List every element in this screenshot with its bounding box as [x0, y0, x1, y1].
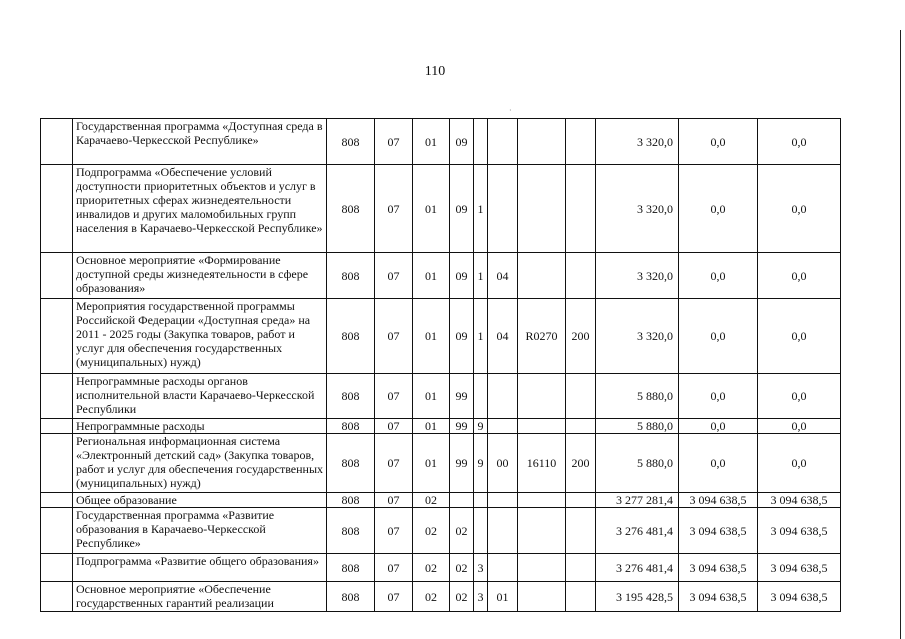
table-row — [41, 253, 841, 299]
program-code-cell: 02 — [450, 508, 474, 554]
subsection-code-cell: 01 — [413, 253, 450, 299]
expense-type-cell — [566, 253, 596, 299]
program-code-cell: 02 — [450, 582, 474, 612]
amount-year2-cell: 0,0 — [679, 119, 758, 165]
expense-type-cell — [566, 493, 596, 508]
ministry-code-cell: 808 — [327, 299, 375, 374]
event-code-cell — [488, 165, 518, 253]
event-code-cell: 01 — [488, 582, 518, 612]
expense-type-cell — [566, 554, 596, 582]
amount-year1-cell: 5 880,0 — [596, 434, 679, 493]
table-row — [41, 493, 841, 508]
page-edge-line — [900, 30, 901, 639]
subprogram-code-cell: 1 — [474, 165, 488, 253]
row-name-cell: Непрограммные расходы органов исполнительной власти Карачаево-Черкесской Республики — [73, 374, 327, 419]
subprogram-code-cell: 3 — [474, 582, 488, 612]
table-row — [41, 434, 841, 493]
row-margin-cell — [41, 508, 73, 554]
event-code-cell — [488, 374, 518, 419]
program-code-cell: 09 — [450, 119, 474, 165]
program-code-cell: 02 — [450, 554, 474, 582]
subprogram-code-cell — [474, 374, 488, 419]
amount-year1-cell: 3 276 481,4 — [596, 554, 679, 582]
amount-year3-cell: 0,0 — [758, 299, 841, 374]
amount-year2-cell: 3 094 638,5 — [679, 554, 758, 582]
event-code-cell: 00 — [488, 434, 518, 493]
row-margin-cell — [41, 165, 73, 253]
row-margin-cell — [41, 299, 73, 374]
event-code-cell — [488, 493, 518, 508]
direction-code-cell — [518, 165, 566, 253]
row-margin-cell — [41, 554, 73, 582]
amount-year1-cell: 5 880,0 — [596, 374, 679, 419]
row-name-cell: Основное мероприятие «Обеспечение государственных гарантий реализации — [73, 582, 327, 612]
amount-year1-cell: 3 276 481,4 — [596, 508, 679, 554]
subsection-code-cell: 01 — [413, 374, 450, 419]
expense-type-cell — [566, 508, 596, 554]
amount-year3-cell: 0,0 — [758, 253, 841, 299]
row-name-cell: Мероприятия государственной программы Российской Федерации «Доступная среда» на 2011 - 2025 годы (Закупка товаров, работ и услуг для обеспечения государственных (муниципальных) нужд) — [73, 299, 327, 374]
section-code-cell: 07 — [375, 419, 413, 434]
amount-year3-cell: 0,0 — [758, 165, 841, 253]
ministry-code-cell: 808 — [327, 582, 375, 612]
direction-code-cell — [518, 119, 566, 165]
program-code-cell: 09 — [450, 165, 474, 253]
subprogram-code-cell: 1 — [474, 299, 488, 374]
direction-code-cell — [518, 374, 566, 419]
ministry-code-cell: 808 — [327, 508, 375, 554]
expense-type-cell — [566, 419, 596, 434]
direction-code-cell — [518, 554, 566, 582]
amount-year2-cell: 3 094 638,5 — [679, 493, 758, 508]
subprogram-code-cell: 9 — [474, 419, 488, 434]
table-row — [41, 508, 841, 554]
expense-type-cell: 200 — [566, 434, 596, 493]
subprogram-code-cell: 9 — [474, 434, 488, 493]
table-row — [41, 419, 841, 434]
ministry-code-cell: 808 — [327, 165, 375, 253]
program-code-cell: 99 — [450, 374, 474, 419]
table-row — [41, 119, 841, 165]
table-row — [41, 582, 841, 612]
row-name-cell: Непрограммные расходы — [73, 419, 327, 434]
event-code-cell — [488, 554, 518, 582]
row-margin-cell — [41, 374, 73, 419]
direction-code-cell: 16110 — [518, 434, 566, 493]
amount-year3-cell: 3 094 638,5 — [758, 508, 841, 554]
row-name-cell: Государственная программа «Доступная среда в Карачаево-Черкесской Республике» — [73, 119, 327, 165]
amount-year2-cell: 3 094 638,5 — [679, 582, 758, 612]
subsection-code-cell: 02 — [413, 508, 450, 554]
expense-type-cell — [566, 582, 596, 612]
section-code-cell: 07 — [375, 554, 413, 582]
section-code-cell: 07 — [375, 119, 413, 165]
row-margin-cell — [41, 253, 73, 299]
expense-type-cell — [566, 165, 596, 253]
row-name-cell: Региональная информационная система «Электронный детский сад» (Закупка товаров, работ и услуг для обеспечения государственных (муниципальных) нужд) — [73, 434, 327, 493]
subsection-code-cell: 01 — [413, 165, 450, 253]
table-row — [41, 299, 841, 374]
amount-year1-cell: 3 320,0 — [596, 119, 679, 165]
section-code-cell: 07 — [375, 299, 413, 374]
ministry-code-cell: 808 — [327, 434, 375, 493]
amount-year1-cell: 3 320,0 — [596, 165, 679, 253]
ministry-code-cell: 808 — [327, 119, 375, 165]
subsection-code-cell: 01 — [413, 419, 450, 434]
direction-code-cell — [518, 253, 566, 299]
amount-year3-cell: 0,0 — [758, 374, 841, 419]
amount-year2-cell: 0,0 — [679, 253, 758, 299]
row-margin-cell — [41, 119, 73, 165]
budget-table — [40, 118, 841, 612]
scan-dot: · — [509, 106, 512, 115]
section-code-cell: 07 — [375, 434, 413, 493]
row-margin-cell — [41, 493, 73, 508]
amount-year2-cell: 0,0 — [679, 165, 758, 253]
amount-year1-cell: 3 195 428,5 — [596, 582, 679, 612]
row-name-cell: Государственная программа «Развитие образования в Карачаево-Черкесской Республике» — [73, 508, 327, 554]
subsection-code-cell: 01 — [413, 434, 450, 493]
subprogram-code-cell — [474, 493, 488, 508]
subsection-code-cell: 02 — [413, 554, 450, 582]
row-name-cell: Подпрограмма «Развитие общего образования» — [73, 554, 327, 582]
amount-year1-cell: 3 277 281,4 — [596, 493, 679, 508]
subsection-code-cell: 02 — [413, 493, 450, 508]
amount-year3-cell: 3 094 638,5 — [758, 582, 841, 612]
event-code-cell — [488, 419, 518, 434]
section-code-cell: 07 — [375, 582, 413, 612]
row-margin-cell — [41, 582, 73, 612]
ministry-code-cell: 808 — [327, 374, 375, 419]
amount-year2-cell: 3 094 638,5 — [679, 508, 758, 554]
subprogram-code-cell — [474, 508, 488, 554]
direction-code-cell — [518, 419, 566, 434]
event-code-cell — [488, 119, 518, 165]
amount-year3-cell: 0,0 — [758, 119, 841, 165]
amount-year1-cell: 5 880,0 — [596, 419, 679, 434]
section-code-cell: 07 — [375, 165, 413, 253]
event-code-cell — [488, 508, 518, 554]
row-name-cell: Подпрограмма «Обеспечение условий доступности приоритетных объектов и услуг в приоритетных сферах жизнедеятельности инвалидов и других маломобильных групп населения в Карачаево-Черкесской Республике» — [73, 165, 327, 253]
program-code-cell — [450, 493, 474, 508]
direction-code-cell — [518, 508, 566, 554]
direction-code-cell — [518, 493, 566, 508]
expense-type-cell: 200 — [566, 299, 596, 374]
ministry-code-cell: 808 — [327, 493, 375, 508]
expense-type-cell — [566, 119, 596, 165]
section-code-cell: 07 — [375, 253, 413, 299]
direction-code-cell — [518, 582, 566, 612]
page-number: 110 — [424, 64, 446, 79]
table-row — [41, 554, 841, 582]
subprogram-code-cell — [474, 119, 488, 165]
subsection-code-cell: 01 — [413, 119, 450, 165]
table-row — [41, 165, 841, 253]
direction-code-cell: R0270 — [518, 299, 566, 374]
amount-year2-cell: 0,0 — [679, 374, 758, 419]
section-code-cell: 07 — [375, 493, 413, 508]
section-code-cell: 07 — [375, 508, 413, 554]
amount-year3-cell: 0,0 — [758, 419, 841, 434]
row-margin-cell — [41, 434, 73, 493]
program-code-cell: 09 — [450, 299, 474, 374]
amount-year3-cell: 0,0 — [758, 434, 841, 493]
amount-year1-cell: 3 320,0 — [596, 299, 679, 374]
expense-type-cell — [566, 374, 596, 419]
program-code-cell: 99 — [450, 434, 474, 493]
event-code-cell: 04 — [488, 299, 518, 374]
amount-year1-cell: 3 320,0 — [596, 253, 679, 299]
section-code-cell: 07 — [375, 374, 413, 419]
subprogram-code-cell: 1 — [474, 253, 488, 299]
row-margin-cell — [41, 419, 73, 434]
table-row — [41, 374, 841, 419]
subprogram-code-cell: 3 — [474, 554, 488, 582]
amount-year3-cell: 3 094 638,5 — [758, 493, 841, 508]
amount-year2-cell: 0,0 — [679, 299, 758, 374]
amount-year2-cell: 0,0 — [679, 419, 758, 434]
ministry-code-cell: 808 — [327, 253, 375, 299]
row-name-cell: Общее образование — [73, 493, 327, 508]
ministry-code-cell: 808 — [327, 554, 375, 582]
amount-year3-cell: 3 094 638,5 — [758, 554, 841, 582]
program-code-cell: 99 — [450, 419, 474, 434]
row-name-cell: Основное мероприятие «Формирование доступной среды жизнедеятельности в сфере образования» — [73, 253, 327, 299]
program-code-cell: 09 — [450, 253, 474, 299]
ministry-code-cell: 808 — [327, 419, 375, 434]
event-code-cell: 04 — [488, 253, 518, 299]
amount-year2-cell: 0,0 — [679, 434, 758, 493]
subsection-code-cell: 02 — [413, 582, 450, 612]
subsection-code-cell: 01 — [413, 299, 450, 374]
